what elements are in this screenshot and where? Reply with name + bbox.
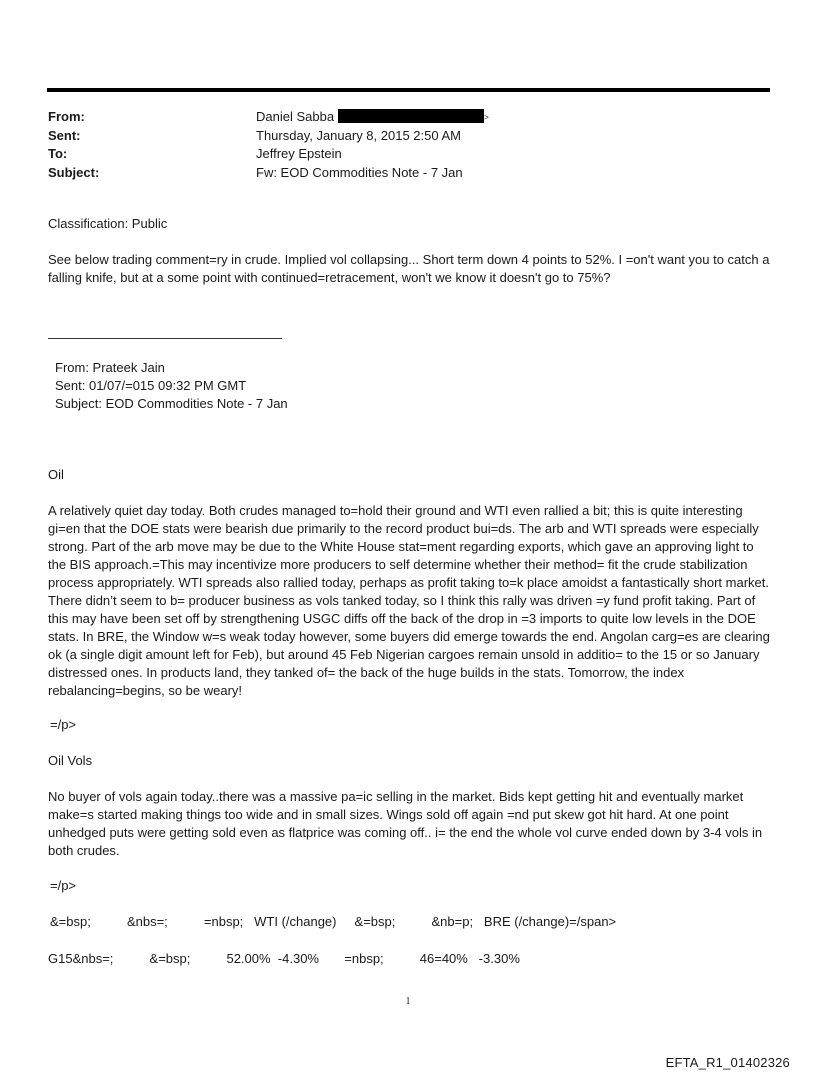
subject-value: Fw: EOD Commodities Note - 7 Jan xyxy=(256,164,463,180)
from-suffix: > xyxy=(484,113,489,122)
vol-table-row-g15: G15&nbs=; &=bsp; 52.00% -4.30% =nbsp; 46=40% -3.30% xyxy=(48,951,520,966)
to-value: Jeffrey Epstein xyxy=(256,146,342,161)
classification-line: Classification: Public xyxy=(48,216,168,231)
oil-vols-html-artifact: =/p> xyxy=(50,878,77,893)
oil-paragraph: A relatively quiet day today. Both crudes managed to=hold their ground and WTI even rallied a bit; this is quite interesting gi=en that the DOE stats were bearish due primarily to the record product bui=ds. The arb and WTI spreads were especially strong. Part of the arb move may be due to the White House stat=ment regarding exports, which gave an approving light to the BIS approach.=This may incentivize more producers to self determine whether their method= fit the crude stabilization process appropriately. WTI spreads also rallied today, perhaps as profit taking to=k place amoidst a fantastically short market. There didn’t seem to b= producer business as vols tanked today, so I think this rally was driven =y fund profit taking. Part of this may have been set off by strengthening USGC diffs off the back of the drop in =3 imports to quite low levels in the DOE stats. In BRE, the Window w=s weak today however, some buyers did emerge towards the end. Angolan carg=es are clearing ok (a single digit amount left for Feb), but around 45 Feb Nigerian cargoes remain unsold in additio= to the 15 or so January distressed ones. In products land, they tanked of= the back of the huge builds in the stats. Tomorrow, the index rebalancing=begins, so be weary! xyxy=(48,503,770,698)
subject-label: Subject: xyxy=(48,164,100,180)
forwarded-header xyxy=(55,359,288,413)
oil-vols-paragraph: No buyer of vols again today..there was a massive pa=ic selling in the market. Bids kept getting hit and eventually market make=s started making things too wide and in small sizes. Wings sold off again =nd put skew got hit hard. At one point unhedged puts were getting sold even as flatprice was coming off.. i= the end the whole vol curve ended down by 3-4 vols in both crudes. xyxy=(48,789,763,858)
forwarded-subject: Subject: EOD Commodities Note - 7 Jan xyxy=(55,396,288,411)
vol-table-header: &=bsp; &nbs=; =nbsp; WTI (/change) &=bsp; &nb=p; BRE (/change)=/span> xyxy=(50,914,617,929)
sender-name: Daniel Sabba xyxy=(256,109,335,124)
from-label: From: xyxy=(48,109,85,124)
oil-html-artifact: =/p> xyxy=(50,717,77,732)
redacted-email-block xyxy=(338,109,484,123)
sent-label: Sent: xyxy=(48,127,81,143)
intro-paragraph: See below trading comment=ry in crude. Implied vol collapsing... Short term down 4 points to 52%. I =on't want you to catch a falling knife, but at a some point with continued=retracement, won't we know it doesn't go to 75%? xyxy=(48,252,770,285)
oil-heading: Oil xyxy=(48,467,64,482)
oil-vols-heading: Oil Vols xyxy=(48,753,93,768)
forwarded-from: From: Prateek Jain xyxy=(55,360,165,375)
from-value xyxy=(256,108,489,128)
document-id-footer: EFTA_R1_01402326 xyxy=(665,1055,790,1070)
page-number: 1 xyxy=(405,996,411,1007)
forwarded-sent: Sent: 01/07/=015 09:32 PM GMT xyxy=(55,378,247,393)
header-divider-rule xyxy=(47,88,770,92)
forward-separator-line xyxy=(48,338,282,339)
to-label: To: xyxy=(48,146,68,161)
sent-value: Thursday, January 8, 2015 2:50 AM xyxy=(256,127,461,143)
